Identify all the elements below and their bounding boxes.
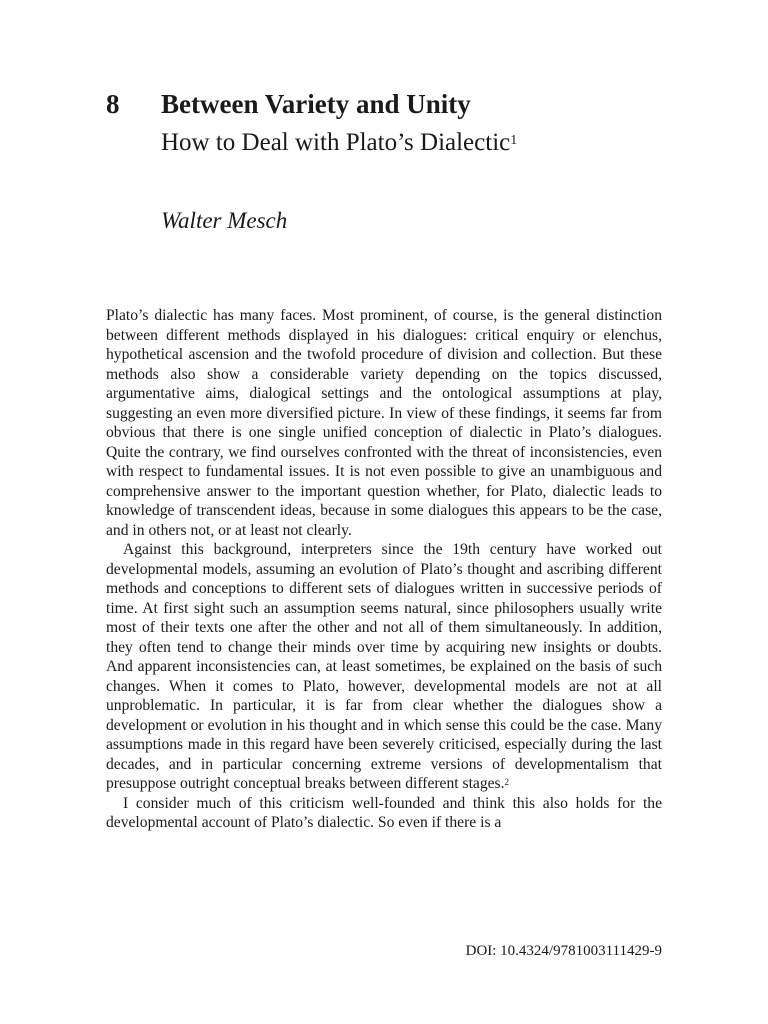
chapter-title: Between Variety and Unity xyxy=(161,89,471,119)
chapter-number: 8 xyxy=(106,89,120,119)
paragraph-text: I consider much of this criticism well-founded and think this also holds for the developmental account of Plato’s dialectic. So even if there is a xyxy=(106,794,662,831)
footnote-marker[interactable]: 2 xyxy=(504,777,510,787)
paragraph-text: Plato’s dialectic has many faces. Most prominent, of course, is the general distinction between different methods displayed in his dialogues: critical enquiry or elenchus, hypothetical ascension and the twofold procedure of division and collection. But these methods also show a considerable variety depending on the topics discussed, argumentative aims, dialogical settings and the ontological assumptions at play, suggesting an even more diversified picture. In view of these findings, it seems far from obvious that there is one single unified conception of dialectic in Plato’s dialogues. Quite the contrary, we find ourselves confronted with the threat of inconsistencies, even with respect to fundamental issues. It is not even possible to give an unambiguous and comprehensive answer to the important question whether, for Plato, dialectic leads to knowledge of transcendent ideas, because in some dialogues this appears to be the case, and in others not, or at least not clearly. xyxy=(106,307,662,539)
paragraph xyxy=(106,306,662,540)
footnote-marker[interactable]: 1 xyxy=(510,133,518,148)
paragraph-text: Against this background, interpreters since the 19th century have worked out developmental models, assuming an evolution of Plato’s thought and ascribing different methods and conceptions to different sets of dialogues written in successive periods of time. At first sight such an assumption seems natural, since philosophers usually write most of their texts one after the other and not all of them simultaneously. In addition, they often tend to change their minds over time by acquiring new insights or doubts. And apparent inconsistencies can, at least sometimes, be explained on the basis of such changes. When it comes to Plato, however, developmental models are not at all unproblematic. In particular, it is far from clear whether the dialogues show a development or evolution in his thought and in which sense this could be the case. Many assumptions made in this regard have been severely criticised, especially during the last decades, and in particular concerning extreme versions of developmentalism that presuppose outright conceptual breaks between different stages. xyxy=(106,541,662,792)
doi: DOI: 10.4324/9781003111429-9 xyxy=(465,943,662,959)
paragraph xyxy=(106,540,662,794)
paragraph xyxy=(106,794,662,833)
chapter-subtitle-text: How to Deal with Plato’s Dialectic xyxy=(161,129,511,156)
chapter-author: Walter Mesch xyxy=(161,208,288,233)
chapter-subtitle xyxy=(161,128,581,158)
body-text xyxy=(106,306,662,833)
